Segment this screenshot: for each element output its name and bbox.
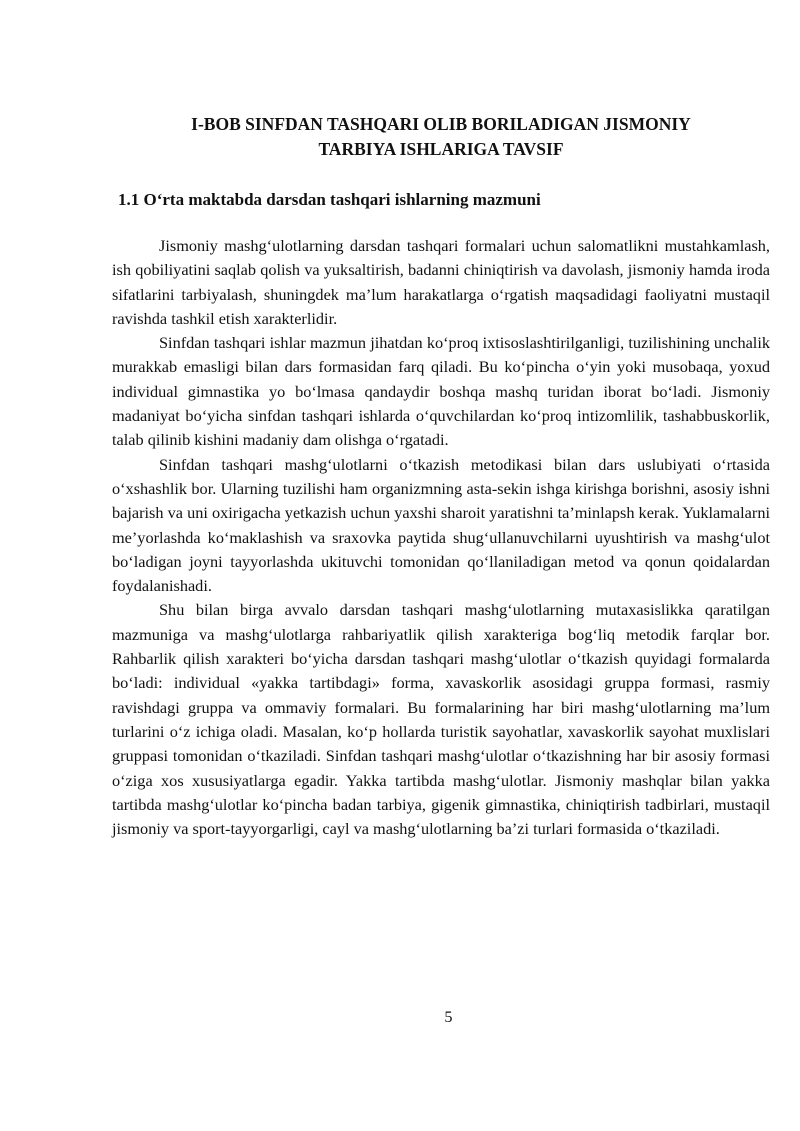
paragraph-2: Sinfdan tashqari ishlar mazmun jihatdan ko‘proq ixtisoslashtirilganligi, tuzilishining unchalik murakkab emasligi bilan dars formasidan farq qiladi. Bu ko‘pincha o‘yin yoki musobaqa, yoxud individual gimnastika yo bo‘lmasa qandaydir boshqa mashq turidan iborat bo‘ladi. Jismoniy madaniyat bo‘yicha sinfdan tashqari ishlarda o‘quvchilardan ko‘proq intizomlilik, tashabbuskorlik, talab qilinib kishini madaniy dam olishga o‘rgatadi. (112, 333, 770, 450)
section-title: 1.1 O‘rta maktabda darsdan tashqari ishlarning mazmuni (118, 190, 541, 209)
document-page (112, 112, 770, 841)
paragraph-3: Sinfdan tashqari mashg‘ulotlarni o‘tkazish metodikasi bilan dars uslubiyati o‘rtasida o‘xshashlik bor. Ularning tuzilishi ham organizmning asta-sekin ishga kirishga borishni, asosiy ishni bajarish va uni oxirigacha yetkazish uchun yaxshi sharoit yaratishni ta’minlapsh kerak. Yuklamalarni me’yorlashda ko‘maklashish va sraxovka paytida shug‘ullanuvchilarni uyushtirish va mashg‘ulot bo‘ladigan joyni tayyorlashda ukituvchi tomonidan qo‘llaniladigan metod va qonun qoidalardan foydalanishadi. (112, 454, 770, 596)
paragraph-4: Shu bilan birga avvalo darsdan tashqari mashg‘ulotlarning mutaxasislikka qaratilgan mazmuniga va mashg‘ulotlarga rahbariyatlik qilish xarakteriga bog‘liq metodik farqlar bor. Rahbarlik qilish xarakteri bo‘yicha darsdan tashqari mashg‘ulotlar o‘tkazish quyidagi formalarda bo‘ladi: individual «yakka tartibdagi» forma, xavaskorlik asosidagi gruppa formasi, rasmiy ravishdagi gruppa va ommaviy formalari. Bu formalarining har biri mashg‘ulotlarning ma’lum turlarini o‘z ichiga oladi. Masalan, ko‘p hollarda turistik sayohatlar, xavaskorlik sayohat muxlislari gruppasi tomonidan o‘tkaziladi. Sinfdan tashqari mashg‘ulotlar o‘tkazishning har bir asosiy formasi o‘ziga xos xususiyatlarga egadir. Yakka tartibda mashg‘ulotlar. Jismoniy mashqlar bilan yakka tartibda mashg‘ulotlar ko‘pincha badan tarbiya, gigenik gimnastika, chiniqtirish tadbirlari, mustaqil jismoniy va sport-tayyorgarligi, cayl va mashg‘ulotlarning ba’zi turlari formasida o‘tkaziladi. (112, 600, 770, 839)
chapter-title: I-BOB SINFDAN TASHQARI OLIB BORILADIGAN JISMONIY TARBIYA ISHLARIGA TAVSIF (191, 114, 691, 159)
paragraph-1: Jismoniy mashg‘ulotlarning darsdan tashqari formalari uchun salomatlikni mustahkamlash, ish qobiliyatini saqlab qolish va yuksaltirish, badanni chiniqtirish va davolash, jismoniy hamda iroda sifatlarini tarbiyalash, shuningdek ma’lum harakatlarga o‘rgatish maqsadidagi faoliyatni mustaqil ravishda tashkil etish xarakterlidir. (112, 236, 770, 328)
page-number: 5 (444, 1007, 453, 1026)
